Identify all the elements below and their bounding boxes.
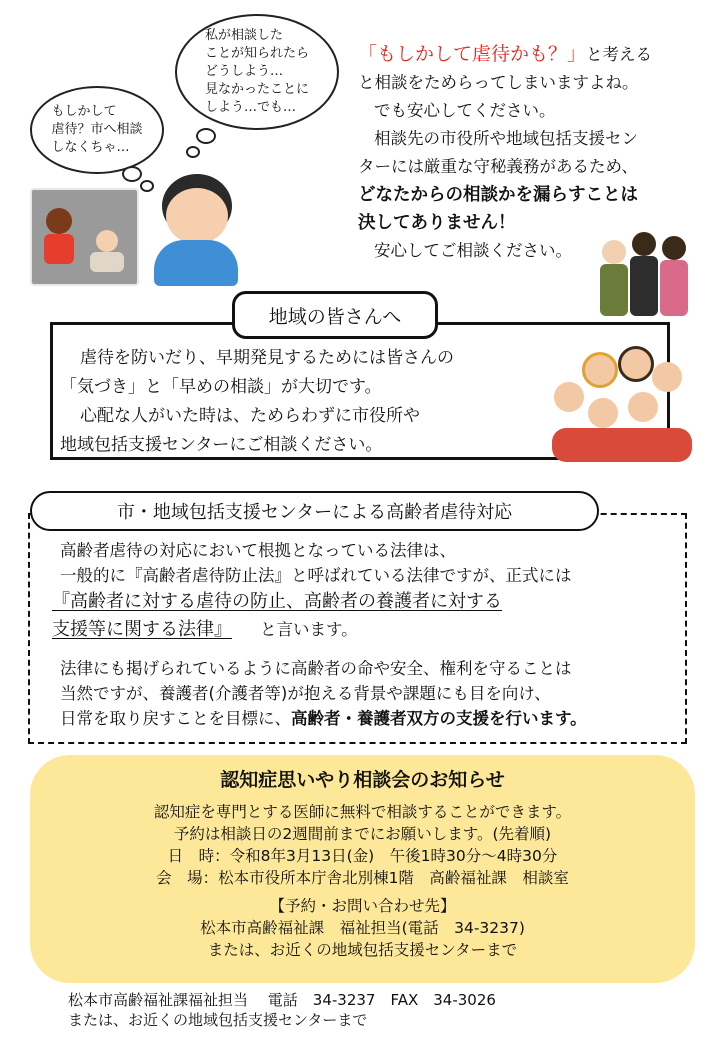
response-section-title: 市・地域包括支援センターによる高齢者虐待対応 — [30, 491, 599, 531]
footer-contact — [68, 990, 496, 1030]
response-line: 日常を取り戻すことを目標に、 — [60, 709, 291, 728]
intro-bold-line: 決してありません！ — [358, 213, 516, 233]
notice-venue: 会 場：松本市役所本庁舎北別棟1階 高齢福祉課 相談室 — [156, 869, 569, 887]
thought-bubble-right-text: 私が相談した ことが知られたら どうしよう… 見なかったことに しよう…でも… — [204, 28, 309, 115]
intro-line: でも安心してください。 — [374, 101, 556, 120]
three-people-illustration — [600, 230, 690, 320]
consultation-notice — [30, 755, 695, 983]
intro-line: ターには厳重な守秘義務があるため、 — [358, 157, 638, 176]
community-line: 地域包括支援センターにご相談ください。 — [60, 435, 383, 455]
notice-title: 認知症思いやり相談会のお知らせ — [220, 769, 505, 791]
response-line: と言います。 — [260, 620, 358, 639]
response-line: 当然ですが、養護者(介護者等)が抱える背景や課題にも目を向け、 — [60, 684, 551, 703]
footer-line: または、お近くの地域包括支援センターまで — [68, 1011, 368, 1029]
intro-line: 相談先の市役所や地域包括支援セン — [374, 129, 638, 148]
thought-dot — [186, 146, 200, 158]
worried-person-illustration — [150, 170, 250, 290]
response-line: 高齢者虐待の対応において根拠となっている法律は、 — [60, 541, 456, 560]
intro-highlight: 「もしかして虐待かも？」 — [358, 43, 587, 65]
contact-line: または、お近くの地域包括支援センターまで — [207, 941, 518, 959]
law-name-line: 『高齢者に対する虐待の防止、高齢者の養護者に対する — [52, 591, 502, 612]
notice-body — [30, 801, 695, 889]
community-text — [60, 344, 454, 460]
response-text — [52, 538, 587, 731]
thought-bubble-left — [30, 86, 164, 174]
contact-heading: 【予約・お問い合わせ先】 — [269, 897, 456, 915]
contact-line: 松本市高齢福祉課 福祉担当(電話 34-3237) — [200, 919, 525, 937]
thought-dot — [122, 166, 142, 182]
notice-contact — [30, 895, 695, 961]
footer-line: 松本市高齢福祉課福祉担当 電話 34-3237 FAX 34-3026 — [68, 991, 496, 1009]
thought-bubble-right — [175, 14, 339, 130]
intro-bold-line: どなたからの相談かを漏らすことは — [358, 185, 638, 205]
notice-date: 日 時：令和8年3月13日(金) 午後1時30分～4時30分 — [167, 847, 558, 865]
law-name-line: 支援等に関する法律』 — [52, 619, 232, 640]
thought-bubble-left-text: もしかして 虐待？市へ相談 しなくちゃ… — [51, 104, 143, 155]
crowd-illustration — [548, 342, 698, 464]
intro-line: と考える — [586, 45, 653, 64]
community-line: 「気づき」と「早めの相談」が大切です。 — [60, 377, 382, 397]
community-section-title: 地域の皆さんへ — [232, 291, 438, 339]
intro-line: と相談をためらってしまいますよね。 — [358, 73, 639, 92]
response-line: 法律にも掲げられているように高齢者の命や安全、権利を守ることは — [60, 659, 572, 678]
notice-line: 予約は相談日の2週間前までにお願いします。(先着順) — [173, 825, 552, 843]
community-line: 心配な人がいた時は、ためらわずに市役所や — [80, 406, 420, 426]
response-line: 一般的に『高齢者虐待防止法』と呼ばれている法律ですが、正式には — [60, 566, 572, 585]
abuse-scene-illustration — [30, 188, 139, 286]
thought-dot — [196, 128, 216, 144]
response-bold: 高齢者・養護者双方の支援を行います。 — [291, 709, 587, 728]
community-line: 虐待を防いだり、早期発見するためには皆さんの — [80, 348, 454, 368]
intro-line: 安心してご相談ください。 — [374, 241, 572, 260]
notice-line: 認知症を専門とする医師に無料で相談することができます。 — [153, 803, 572, 821]
